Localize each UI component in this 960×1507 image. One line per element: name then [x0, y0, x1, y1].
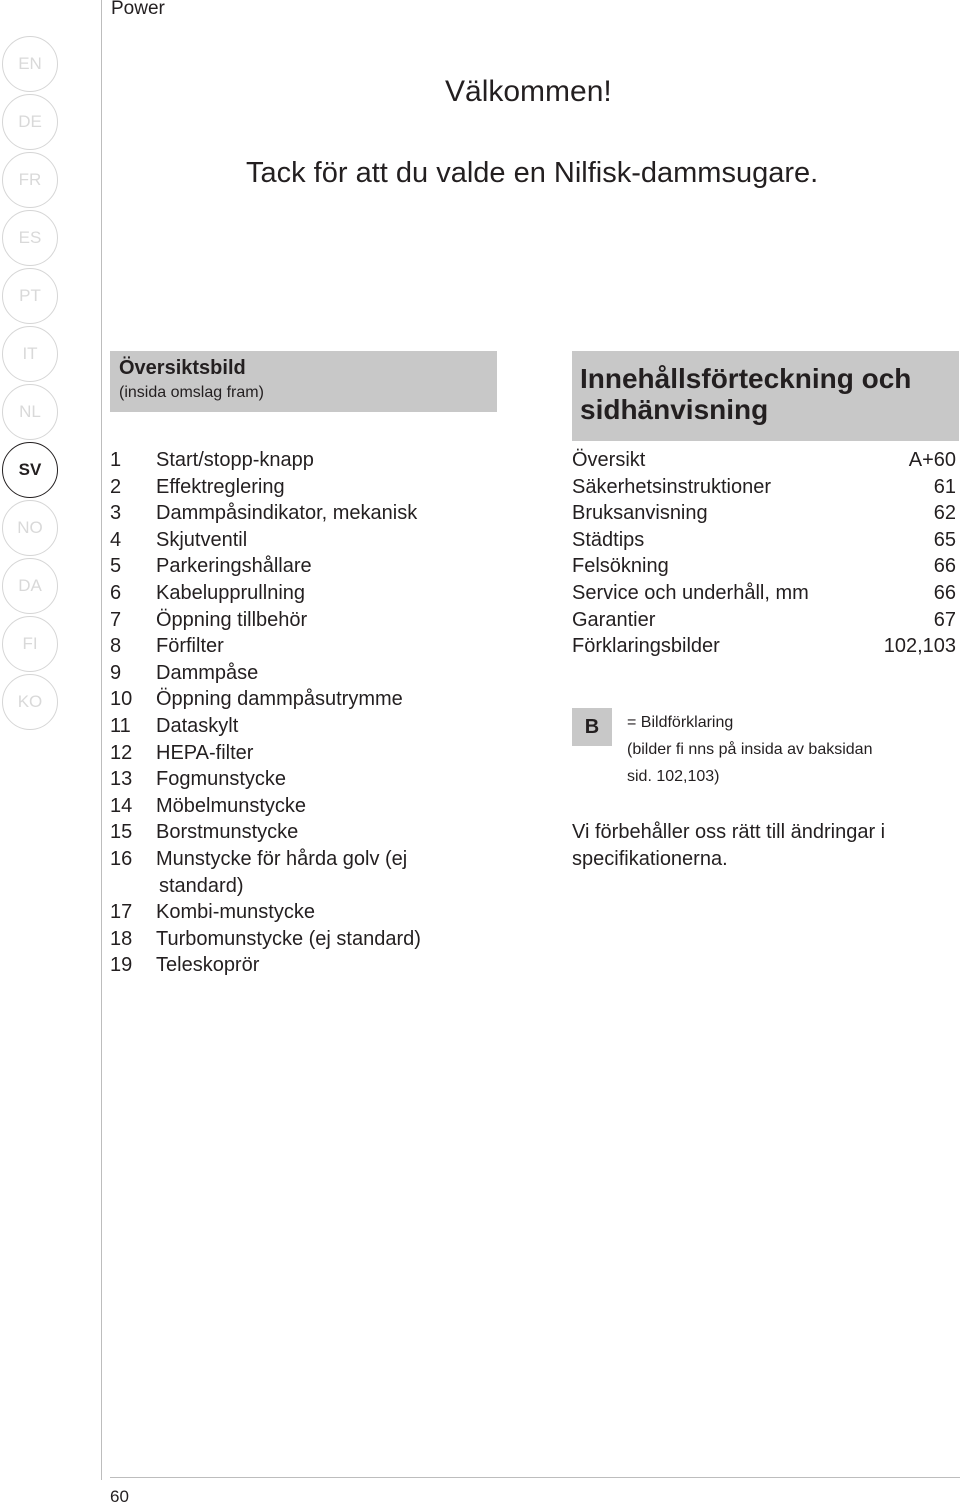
parts-list-item	[110, 952, 480, 979]
part-label: Skjutventil	[156, 528, 248, 551]
toc-entry-page: A+60	[908, 449, 956, 471]
toc-entry-label: Bruksanvisning	[572, 502, 708, 525]
parts-list-item	[110, 527, 480, 554]
part-label: Kombi-munstycke	[156, 901, 315, 924]
parts-list-item	[110, 607, 480, 634]
parts-list-item	[110, 447, 480, 474]
part-label: Öppning dammpåsutrymme	[156, 688, 403, 711]
parts-list-item	[110, 819, 480, 846]
header-title: Power	[111, 0, 165, 19]
parts-list-item	[110, 899, 480, 926]
toc-entry-label: Städtips	[572, 528, 645, 551]
overview-header	[110, 351, 497, 412]
part-label: Parkeringshållare	[156, 555, 312, 578]
toc-entry-label: Säkerhetsinstruktioner	[572, 475, 771, 498]
parts-list-item	[110, 553, 480, 580]
toc-entry-page: 62	[933, 502, 956, 525]
legend-line: sid. 102,103)	[627, 768, 720, 785]
part-number: 8	[110, 635, 122, 658]
part-number: 11	[110, 714, 131, 737]
part-number: 4	[110, 528, 122, 551]
toc-entry	[572, 580, 956, 607]
toc-entry	[572, 553, 956, 580]
part-number: 3	[110, 502, 122, 525]
tab-lang-da[interactable]: DA	[2, 558, 58, 614]
part-number: 9	[110, 661, 122, 684]
page-number: 60	[110, 1487, 129, 1506]
part-label: Förfilter	[156, 635, 224, 658]
part-label: Dammpåse	[156, 661, 259, 684]
toc-entry	[572, 633, 956, 660]
toc-header	[572, 351, 959, 441]
toc-title: Innehållsförteckning och sidhänvisning	[580, 363, 912, 425]
part-number: 6	[110, 581, 122, 604]
welcome-heading: Välkommen!	[445, 75, 612, 108]
tab-lang-fi[interactable]: FI	[2, 616, 58, 672]
toc-entry-label: Garantier	[572, 608, 656, 631]
toc-entry	[572, 527, 956, 554]
toc-entry-page: 66	[933, 555, 956, 578]
toc-entry-label: Översikt	[572, 449, 646, 471]
part-label: Möbelmunstycke	[156, 794, 307, 817]
toc-entry	[572, 447, 956, 474]
part-number: 15	[110, 821, 133, 844]
part-number: 2	[110, 475, 122, 498]
parts-list-item	[110, 793, 480, 820]
overview-title: Översiktsbild	[119, 357, 246, 379]
toc-entry-label: Service och underhåll, mm	[572, 581, 809, 604]
part-number: 19	[110, 954, 133, 977]
parts-list-item	[110, 500, 480, 527]
parts-list-item	[110, 686, 480, 713]
part-label: Borstmunstycke	[156, 821, 299, 844]
toc-list	[572, 447, 956, 660]
legend-line: (bilder fi nns på insida av baksidan	[627, 741, 873, 758]
part-label: Kabelupprullning	[156, 581, 306, 604]
part-label: Start/stopp-knapp	[156, 449, 314, 471]
overview-subtitle: (insida omslag fram)	[119, 384, 264, 401]
parts-list-item	[110, 846, 480, 899]
parts-list-item	[110, 926, 480, 953]
tab-lang-no[interactable]: NO	[2, 500, 58, 556]
toc-entry	[572, 607, 956, 634]
toc-entry-page: 66	[933, 581, 956, 604]
part-label: Turbomunstycke (ej standard)	[156, 927, 421, 950]
tab-lang-sv[interactable]: SV	[2, 442, 58, 498]
thanks-text: Tack för att du valde en Nilfisk-dammsugare.	[246, 157, 819, 189]
legend-line: = Bildförklaring	[627, 714, 734, 731]
tab-lang-de[interactable]: DE	[2, 94, 58, 150]
part-number: 7	[110, 608, 122, 631]
legend-badge: B	[572, 708, 612, 746]
tab-lang-ko[interactable]: KO	[2, 674, 58, 730]
part-label: Effektreglering	[156, 475, 285, 498]
parts-list-item	[110, 766, 480, 793]
toc-entry	[572, 500, 956, 527]
legend-text	[627, 709, 947, 790]
part-label: Dammpåsindikator, mekanisk	[156, 502, 418, 525]
reserve-note: Vi förbehåller oss rätt till ändringar i specifikationerna.	[572, 821, 886, 870]
toc-entry	[572, 474, 956, 501]
toc-entry-label: Förklaringsbilder	[572, 635, 720, 658]
parts-list-item	[110, 713, 480, 740]
part-number: 5	[110, 555, 122, 578]
part-number: 13	[110, 768, 133, 791]
part-number: 1	[110, 449, 122, 471]
toc-entry-page: 61	[933, 475, 956, 498]
parts-list-item	[110, 660, 480, 687]
part-label: Munstycke för hårda golv (ej	[156, 847, 408, 870]
parts-list-item	[110, 633, 480, 660]
tab-lang-it[interactable]: IT	[2, 326, 58, 382]
part-number: 12	[110, 741, 133, 764]
part-number: 16	[110, 847, 133, 870]
part-label: Dataskylt	[156, 714, 239, 737]
toc-entry-page: 65	[933, 528, 956, 551]
toc-entry-label: Felsökning	[572, 555, 669, 578]
parts-list-item	[110, 740, 480, 767]
tab-lang-en[interactable]: EN	[2, 36, 58, 92]
parts-list-item	[110, 474, 480, 501]
part-label: Teleskoprör	[156, 954, 260, 977]
part-label-continuation: standard)	[159, 874, 244, 897]
part-number: 18	[110, 927, 133, 950]
footer-divider	[110, 1477, 960, 1478]
tab-lang-fr[interactable]: FR	[2, 152, 58, 208]
part-number: 17	[110, 901, 133, 924]
toc-entry-page: 67	[933, 608, 956, 631]
part-label: Fogmunstycke	[156, 768, 287, 791]
part-number: 10	[110, 688, 133, 711]
part-number: 14	[110, 794, 133, 817]
part-label: Öppning tillbehör	[156, 608, 308, 631]
parts-list	[110, 447, 480, 979]
tab-lang-pt[interactable]: PT	[2, 268, 58, 324]
header-divider	[101, 0, 102, 1480]
part-label: HEPA-filter	[156, 741, 254, 764]
tab-lang-es[interactable]: ES	[2, 210, 58, 266]
tab-lang-nl[interactable]: NL	[2, 384, 58, 440]
toc-entry-page: 102,103	[883, 635, 956, 658]
parts-list-item	[110, 580, 480, 607]
